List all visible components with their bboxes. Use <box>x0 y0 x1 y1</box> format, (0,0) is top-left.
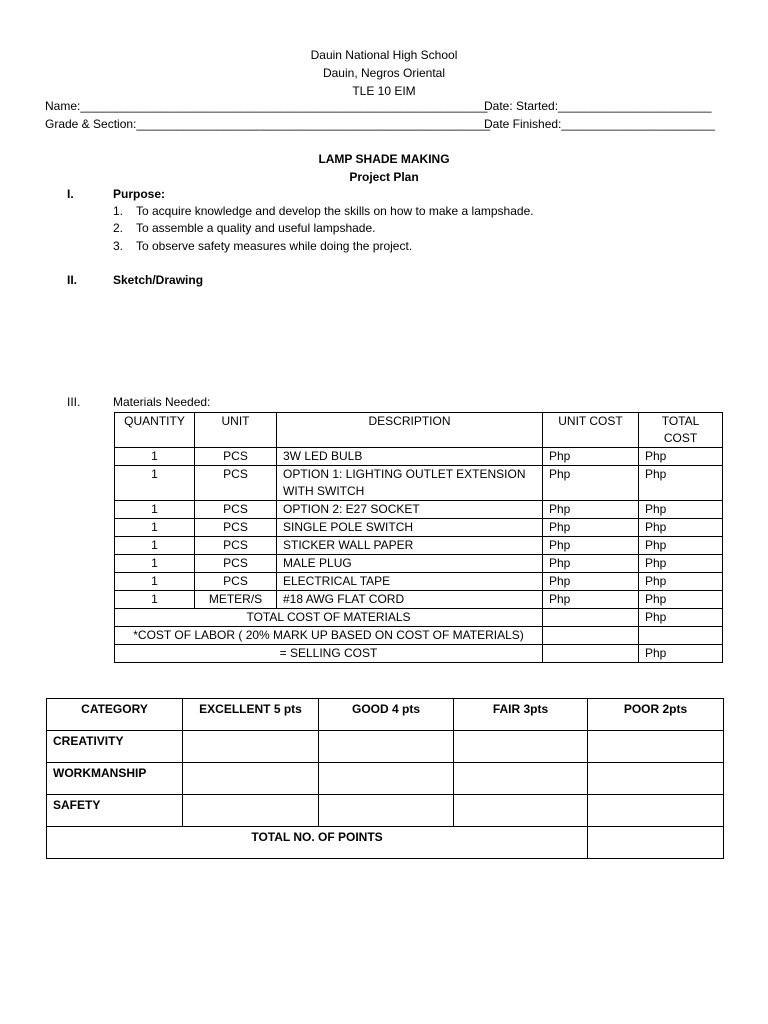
name-field[interactable]: Name:_____________________________________________________________ <box>45 99 488 113</box>
rubric-row <box>47 731 724 763</box>
total-cost-cell[interactable]: Php <box>639 573 723 591</box>
summary-empty-cell <box>543 609 639 627</box>
section-i-numeral: I. <box>67 187 74 201</box>
cost-of-labor-label: *COST OF LABOR ( 20% MARK UP BASED ON COST OF MATERIALS) <box>115 627 543 645</box>
column-header: DESCRIPTION <box>277 413 543 448</box>
rubric-score-cell[interactable] <box>454 731 588 763</box>
rubric-total-row <box>47 827 724 859</box>
table-row <box>115 501 723 519</box>
purpose-item-num: 1. <box>113 204 124 218</box>
unit-cost-cell[interactable]: Php <box>543 466 639 501</box>
quantity-cell: 1 <box>115 591 195 609</box>
description-cell: MALE PLUG <box>277 555 543 573</box>
rubric-score-cell[interactable] <box>183 731 319 763</box>
rubric-category-label: SAFETY <box>47 795 183 827</box>
materials-table <box>114 412 723 663</box>
quantity-cell: 1 <box>115 501 195 519</box>
document-title: LAMP SHADE MAKING <box>318 152 450 166</box>
unit-cell: PCS <box>195 555 277 573</box>
total-points-cell[interactable] <box>588 827 724 859</box>
table-row <box>115 519 723 537</box>
summary-empty-cell <box>543 627 639 645</box>
unit-cost-cell[interactable]: Php <box>543 448 639 466</box>
unit-cost-cell[interactable]: Php <box>543 537 639 555</box>
column-header: TOTAL COST <box>639 413 723 448</box>
total-cost-cell[interactable]: Php <box>639 537 723 555</box>
column-header: QUANTITY <box>115 413 195 448</box>
description-cell: OPTION 2: E27 SOCKET <box>277 501 543 519</box>
unit-cost-cell[interactable]: Php <box>543 501 639 519</box>
quantity-cell: 1 <box>115 448 195 466</box>
subject-code: TLE 10 EIM <box>352 84 416 98</box>
quantity-cell: 1 <box>115 519 195 537</box>
purpose-item-text: To assemble a quality and useful lampshade. <box>136 221 376 235</box>
total-cost-cell[interactable]: Php <box>639 448 723 466</box>
rubric-row <box>47 795 724 827</box>
rubric-row <box>47 763 724 795</box>
date-finished-field[interactable]: Date Finished:_______________________ <box>484 117 715 131</box>
table-row <box>115 537 723 555</box>
total-cost-cell[interactable]: Php <box>639 466 723 501</box>
rubric-column-header: POOR 2pts <box>588 699 724 731</box>
quantity-cell: 1 <box>115 466 195 501</box>
table-row <box>115 555 723 573</box>
rubric-score-cell[interactable] <box>319 731 454 763</box>
total-cost-cell[interactable]: Php <box>639 555 723 573</box>
unit-cell: PCS <box>195 519 277 537</box>
summary-row <box>115 627 723 645</box>
cost-of-labor-value[interactable] <box>639 627 723 645</box>
column-header: UNIT COST <box>543 413 639 448</box>
table-row <box>115 448 723 466</box>
unit-cell: PCS <box>195 573 277 591</box>
rubric-category-label: CREATIVITY <box>47 731 183 763</box>
description-cell: 3W LED BULB <box>277 448 543 466</box>
section-sketch-heading: Sketch/Drawing <box>113 273 204 287</box>
rubric-score-cell[interactable] <box>588 795 724 827</box>
rubric-score-cell[interactable] <box>454 763 588 795</box>
summary-row <box>115 645 723 663</box>
school-address: Dauin, Negros Oriental <box>322 66 446 80</box>
document-subtitle: Project Plan <box>349 170 419 184</box>
school-name: Dauin National High School <box>310 48 458 62</box>
rubric-column-header: EXCELLENT 5 pts <box>183 699 319 731</box>
description-cell: SINGLE POLE SWITCH <box>277 519 543 537</box>
rubric-header-row <box>47 699 724 731</box>
quantity-cell: 1 <box>115 537 195 555</box>
description-cell: ELECTRICAL TAPE <box>277 573 543 591</box>
table-row <box>115 466 723 501</box>
rubric-score-cell[interactable] <box>454 795 588 827</box>
rubric-table <box>46 698 724 859</box>
total-cost-cell[interactable]: Php <box>639 591 723 609</box>
date-started-field[interactable]: Date: Started:_______________________ <box>484 99 712 113</box>
column-header: UNIT <box>195 413 277 448</box>
table-header-row <box>115 413 723 448</box>
unit-cell: PCS <box>195 537 277 555</box>
section-ii-numeral: II. <box>67 273 78 287</box>
unit-cost-cell[interactable]: Php <box>543 591 639 609</box>
total-cost-cell[interactable]: Php <box>639 519 723 537</box>
quantity-cell: 1 <box>115 573 195 591</box>
rubric-column-header: GOOD 4 pts <box>319 699 454 731</box>
rubric-score-cell[interactable] <box>588 731 724 763</box>
summary-row <box>115 609 723 627</box>
total-materials-value[interactable]: Php <box>639 609 723 627</box>
rubric-score-cell[interactable] <box>319 795 454 827</box>
description-cell: OPTION 1: LIGHTING OUTLET EXTENSION WITH SWITCH <box>277 466 543 501</box>
purpose-item-text: To acquire knowledge and develop the skills on how to make a lampshade. <box>136 204 534 218</box>
description-cell: #18 AWG FLAT CORD <box>277 591 543 609</box>
selling-cost-value[interactable]: Php <box>639 645 723 663</box>
grade-section-field[interactable]: Grade & Section:_____________________________________________________ <box>45 117 491 131</box>
unit-cell: PCS <box>195 466 277 501</box>
total-materials-label: TOTAL COST OF MATERIALS <box>115 609 543 627</box>
total-cost-cell[interactable]: Php <box>639 501 723 519</box>
rubric-score-cell[interactable] <box>183 795 319 827</box>
unit-cost-cell[interactable]: Php <box>543 519 639 537</box>
section-materials-heading: Materials Needed: <box>113 395 211 409</box>
unit-cost-cell[interactable]: Php <box>543 573 639 591</box>
purpose-item-num: 2. <box>113 221 124 235</box>
table-row <box>115 591 723 609</box>
table-row <box>115 573 723 591</box>
unit-cost-cell[interactable]: Php <box>543 555 639 573</box>
unit-cell: PCS <box>195 448 277 466</box>
description-cell: STICKER WALL PAPER <box>277 537 543 555</box>
section-iii-numeral: III. <box>67 395 81 409</box>
rubric-score-cell[interactable] <box>588 763 724 795</box>
total-points-label: TOTAL NO. OF POINTS <box>47 827 588 859</box>
quantity-cell: 1 <box>115 555 195 573</box>
purpose-item-text: To observe safety measures while doing the project. <box>136 239 413 253</box>
section-purpose-heading: Purpose: <box>113 187 166 201</box>
rubric-category-label: WORKMANSHIP <box>47 763 183 795</box>
selling-cost-label: = SELLING COST <box>115 645 543 663</box>
rubric-column-header: CATEGORY <box>47 699 183 731</box>
purpose-item-num: 3. <box>113 239 124 253</box>
rubric-column-header: FAIR 3pts <box>454 699 588 731</box>
unit-cell: METER/S <box>195 591 277 609</box>
summary-empty-cell <box>543 645 639 663</box>
rubric-score-cell[interactable] <box>319 763 454 795</box>
unit-cell: PCS <box>195 501 277 519</box>
rubric-score-cell[interactable] <box>183 763 319 795</box>
sketch-area[interactable] <box>113 292 713 392</box>
